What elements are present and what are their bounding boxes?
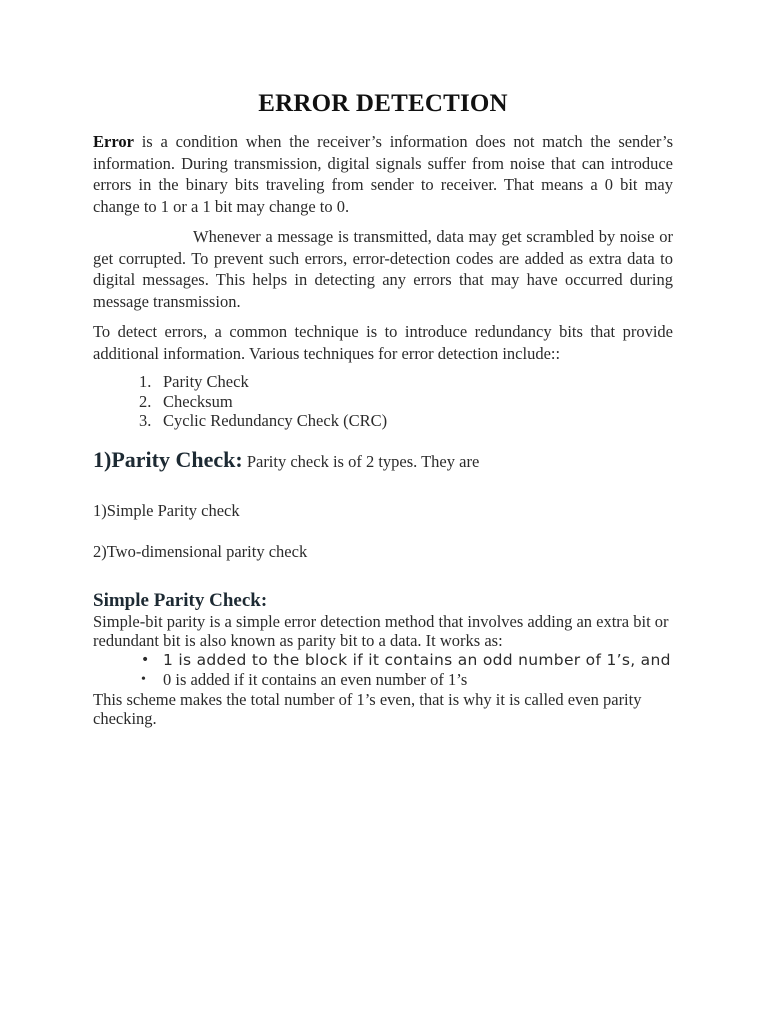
- transmission-paragraph: Whenever a message is transmitted, data may get scrambled by noise or get corrupted. To prevent such errors, error-detection codes are added as extra data to digital messages. This helps in detecting any errors that may have occurred during message transmission.: [93, 227, 673, 311]
- bullet-text: 1 is added to the block if it contains an odd number of 1’s, and: [163, 650, 671, 669]
- list-item: [139, 372, 673, 392]
- closing-paragraph: This scheme makes the total number of 1’s even, that is why it is called even parity checking.: [93, 689, 642, 728]
- parity-check-heading: [93, 445, 673, 478]
- document-page: [93, 86, 673, 729]
- list-item: [139, 392, 673, 412]
- bullet-text: 0 is added if it contains an even number of 1’s: [163, 669, 468, 689]
- parity-check-intro: Parity check is of 2 types. They are: [242, 451, 480, 471]
- error-term: Error: [93, 132, 134, 151]
- list-number: 3.: [139, 411, 152, 430]
- simple-parity-heading: Simple Parity Check:: [93, 589, 268, 611]
- list-label: Checksum: [163, 391, 233, 411]
- list-number: 2.: [139, 391, 152, 411]
- techniques-list: [93, 372, 673, 431]
- parity-check-title: 1)Parity Check:: [93, 446, 243, 472]
- parity-rules-list: [93, 651, 673, 690]
- bullet-icon: •: [141, 651, 150, 668]
- parity-type-simple: 1)Simple Parity check: [93, 500, 240, 520]
- list-label: Cyclic Redundancy Check (CRC): [163, 411, 388, 430]
- list-item: [139, 411, 673, 431]
- intro-text: is a condition when the receiver’s information does not match the sender’s information. During transmission, digital signals suffer from noise that can introduce errors in the binary bits traveling from sender to receiver. That means a 0 bit may change to 1 or a 1 bit may change to 0.: [93, 132, 673, 216]
- bullet-icon: •: [141, 671, 146, 687]
- techniques-paragraph: To detect errors, a common technique is to introduce redundancy bits that provide additional information. Various techniques for error detection include::: [93, 322, 673, 363]
- parity-type-two-dimensional: 2)Two-dimensional parity check: [93, 541, 308, 561]
- list-number: 1.: [139, 372, 152, 391]
- simple-parity-description: Simple-bit parity is a simple error detection method that involves adding an extra bit or redundant bit is also known as parity bit to a data. It works as:: [93, 611, 669, 650]
- list-label: Parity Check: [163, 372, 249, 391]
- list-item: [139, 669, 673, 690]
- page-title: ERROR DETECTION: [258, 90, 508, 117]
- intro-paragraph: [93, 131, 673, 217]
- list-item: [139, 651, 673, 669]
